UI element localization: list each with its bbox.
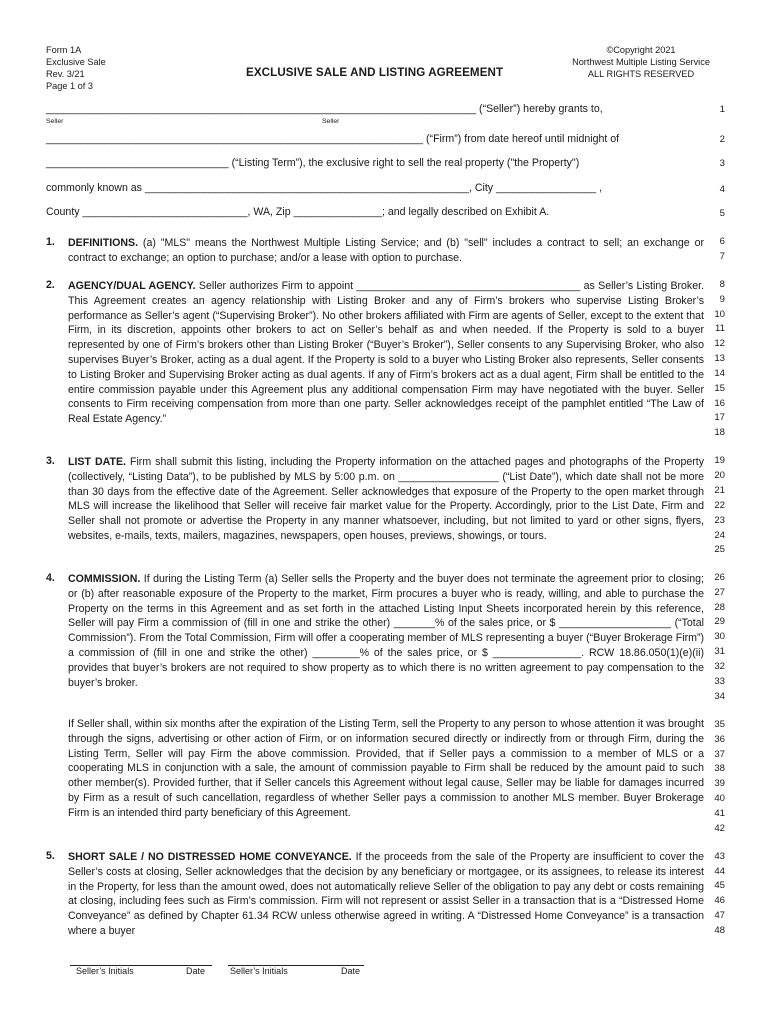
- line-number: 40: [714, 793, 725, 804]
- line-number: 4: [719, 184, 725, 195]
- line-number: 26: [714, 572, 725, 583]
- section-body: If Seller shall, within six months after the expiration of the Listing Term, sell the Property to any person to whose attention it was brought through the signs, advertising or other action of Firm, or on information secured directly or indirectly from or through Firm, during the Listing Term, Seller will pay Firm the above commission. Provided, that if Seller pays a commission to a member of MLS or a cooperating MLS in conjunction with a sale, the amount of commission payable to Firm shall be reduced by the amount paid to such other member(s). Provided further, that if Seller cancels this Agreement without legal cause, Seller may be liable for damages incurred by Firm as a result of such cancellation, regardless of whether Seller pays a commission to another MLS member. Buyer Brokerage Firm is an intended third party beneficiary of this Agreement.: [68, 718, 704, 819]
- line-number: 27: [714, 587, 725, 598]
- address-line[interactable]: commonly known as _______________________________________________________, City _________________ ,: [46, 182, 603, 194]
- line-number: 19: [714, 455, 725, 466]
- seller-initials-label-1: Seller’s Initials: [76, 966, 134, 976]
- line-number: 11: [715, 323, 725, 334]
- line-number: 47: [714, 910, 725, 921]
- section-heading: SHORT SALE / NO DISTRESSED HOME CONVEYANCE.: [68, 851, 352, 863]
- line-number: 43: [714, 851, 725, 862]
- section-heading: AGENCY/DUAL AGENCY.: [68, 280, 196, 292]
- form-revision: Rev. 3/21: [46, 69, 85, 79]
- line-number: 8: [719, 279, 725, 290]
- line-number: 17: [714, 412, 725, 423]
- section-body: [68, 850, 704, 939]
- line-number: 6: [719, 236, 725, 247]
- line-number: 30: [714, 631, 725, 642]
- seller-initials-label-2: Seller’s Initials: [230, 966, 288, 976]
- form-info: [46, 44, 106, 92]
- seller-name-line[interactable]: _________________________________________________________________________ (“Seller”) hereby grants to,: [46, 103, 603, 115]
- line-number: 39: [714, 778, 725, 789]
- section-text: If during the Listing Term (a) Seller sells the Property and the buyer does not terminate the agreement prior to closing; or (b) after reasonable exposure of the Property to the market, Firm procures a buyer who is ready, willing, and able to purchase the Property on the terms in this Agreement and as set forth in the attached Listing Input Sheets incorporated herein by this reference, Seller will pay Firm a commission of (fill in one and strike the other) _______% of the sales price, or $ ___________________ (“Total Commission”). From the Total Commission, Firm will offer a cooperating member of MLS representing a buyer (“Buyer Brokerage Firm”) a commission of (fill in one and strike the other) ________% of the sales price, or $ _______________. RCW 18.86.050(1)(e)(ii) provides that buyer’s brokers are not required to show property as to which there is no written agreement to pay compensation to the buyer’s broker.: [68, 573, 704, 689]
- section-number: 5.: [46, 850, 55, 862]
- line-number: 32: [714, 661, 725, 672]
- line-number: 24: [714, 530, 725, 541]
- section-text: If the proceeds from the sale of the Property are insufficient to cover the Seller’s costs at closing, Seller acknowledges that the decision by any beneficiary or mortgagee, or its assignees, to release its interest in the Property, for less than the amount owed, does not automatically relieve Seller of the obligation to pay any debt or costs remaining at closing, including fees such as Firm’s commission. Firm will not represent or assist Seller in a transaction that is a “Distressed Home Conveyance” as defined by Chapter 61.34 RCW unless otherwise agreed in writing. A “Distressed Home Conveyance” is a transaction where a buyer: [68, 851, 705, 937]
- line-number: 3: [719, 158, 725, 169]
- line-number: 5: [719, 208, 725, 219]
- line-number: 16: [714, 398, 725, 409]
- line-number: 22: [714, 500, 725, 511]
- listing-term-line[interactable]: _______________________________ (“Listing Term”), the exclusive right to sell the real property ("the Property"): [46, 157, 580, 169]
- line-number: 18: [714, 427, 725, 438]
- section-body: [68, 572, 704, 690]
- date-label-1: Date: [186, 966, 206, 976]
- line-number: 25: [714, 544, 725, 555]
- section-text: Firm shall submit this listing, including the Property information on the attached pages and photographs of the Property (collectively, “Listing Data”), to be published by MLS by 5:00 p.m. on _________________ (“List Date”), which date shall not be more than 30 days from the effective date of the Agreement. Seller acknowledges that exposure of the Property to the open market through MLS will increase the likelihood that Seller will receive fair market value for the Property. Accordingly, prior to the List Date, Firm and Seller shall not promote or advertise the Property in any manner whatsoever, including, but not limited to yard or other signs, flyers, websites, e-mails, texts, mailers, magazines, newspapers, open houses, previews, showings, or tours.: [68, 456, 705, 542]
- line-number: 29: [714, 616, 725, 627]
- line-number: 35: [714, 719, 725, 730]
- line-number: 38: [714, 763, 725, 774]
- line-number: 13: [714, 353, 725, 364]
- copyright-rights: ALL RIGHTS RESERVED: [587, 69, 695, 79]
- section-number: 3.: [46, 455, 55, 467]
- line-number: 44: [714, 866, 725, 877]
- section-heading: LIST DATE.: [68, 456, 126, 468]
- line-number: 42: [714, 823, 725, 834]
- line-number: 7: [719, 251, 725, 262]
- line-number: 34: [714, 691, 725, 702]
- section-number: 4.: [46, 572, 55, 584]
- line-number: 36: [714, 734, 725, 745]
- section-body: [68, 279, 704, 427]
- date-label-2: Date: [341, 966, 361, 976]
- seller-caption-1: Seller: [46, 118, 64, 125]
- line-number: 31: [714, 646, 725, 657]
- line-number: 23: [714, 515, 725, 526]
- line-number: 33: [714, 676, 725, 687]
- line-number: 20: [714, 470, 725, 481]
- section-body: [68, 236, 704, 266]
- line-number: 14: [714, 368, 725, 379]
- seller-caption-2: Seller: [322, 118, 340, 125]
- section-heading: COMMISSION.: [68, 573, 141, 585]
- line-number: 48: [714, 925, 725, 936]
- line-number: 12: [714, 338, 725, 349]
- copyright-owner: Northwest Multiple Listing Service: [572, 57, 710, 67]
- line-number: 21: [714, 485, 725, 496]
- line-number: 9: [719, 294, 725, 305]
- section-text: (a) "MLS" means the Northwest Multiple Listing Service; and (b) "sell" includes a contract to sell; an exchange or contract to exchange; an option to purchase; and/or a lease with option to purchase.: [68, 237, 704, 264]
- document-title: EXCLUSIVE SALE AND LISTING AGREEMENT: [246, 66, 504, 79]
- line-number: 2: [719, 134, 725, 145]
- firm-line[interactable]: ________________________________________________________________ (“Firm”) from date hereof until midnight of: [46, 133, 620, 145]
- section-heading: DEFINITIONS.: [68, 237, 139, 249]
- line-number: 37: [714, 749, 725, 760]
- line-number: 10: [714, 309, 725, 320]
- line-number: 28: [714, 602, 725, 613]
- line-number: 15: [714, 383, 725, 394]
- section-text: Seller authorizes Firm to appoint ______________________________________ as Seller’s Listing Broker. This Agreement creates an agency relationship with Listing Broker and any of Firm’s brokers who supervise Listing Broker’s performance as Seller’s agent (“Supervising Broker”). No other brokers affiliated with Firm are agents of Seller, except to the extent that Firm, in its discretion, appoints other brokers to act on Seller’s behalf as and when needed. If the Property is sold to a buyer represented by one of Firm’s brokers other than Listing Broker (“Buyer’s Broker”), Seller consents to any Supervising Broker, who also supervises Buyer’s Broker, acting as a dual agent. If the Property is sold to a buyer who Listing Broker also represents, Seller consents to Listing Broker and Supervising Broker acting as dual agents. If any of Firm’s brokers act as a dual agent, Firm shall be entitled to the entire commission payable under this Agreement plus any additional compensation Firm may have negotiated with the buyer. Seller consents to Firm receiving compensation from more than one party. Seller acknowledges receipt of the pamphlet entitled “The Law of Real Estate Agency.”: [68, 280, 705, 426]
- copyright-block: [556, 44, 726, 80]
- section-body: [68, 455, 704, 544]
- form-type: Exclusive Sale: [46, 57, 106, 67]
- section-number: 2.: [46, 279, 55, 291]
- line-number: 41: [714, 808, 725, 819]
- line-number: 45: [714, 880, 725, 891]
- line-number: 46: [714, 895, 725, 906]
- section-number: 1.: [46, 236, 55, 248]
- line-number: 1: [719, 104, 725, 115]
- county-zip-line[interactable]: County ____________________________, WA, Zip _______________; and legally described on Exhibit A.: [46, 206, 550, 218]
- page-indicator: Page 1 of 3: [46, 81, 93, 91]
- copyright-year: ©Copyright 2021: [606, 45, 676, 55]
- form-number: Form 1A: [46, 45, 82, 55]
